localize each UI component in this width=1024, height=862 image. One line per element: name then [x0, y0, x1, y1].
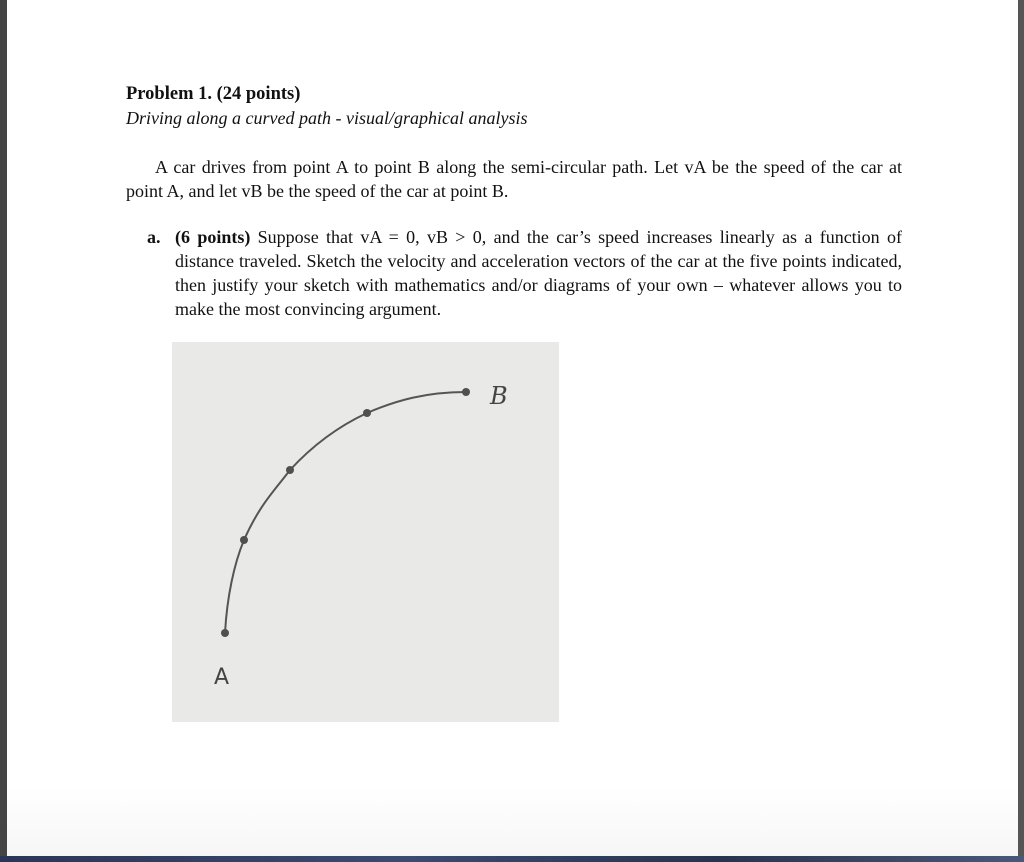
- path-point-b: [462, 388, 470, 396]
- window-border-left: [0, 0, 7, 856]
- part-a-label: a.: [147, 227, 161, 247]
- curved-path: [225, 392, 466, 633]
- part-a: [147, 225, 902, 321]
- path-point-a: [221, 629, 229, 637]
- path-point-3: [286, 466, 294, 474]
- problem-intro: A car drives from point A to point B along the semi-circular path. Let vA be the speed of the car at point A, and let vB be the speed of the car at point B.: [126, 157, 902, 201]
- part-a-points: (6 points): [175, 227, 251, 247]
- path-figure: [172, 342, 559, 722]
- window-border-right: [1018, 0, 1024, 856]
- path-point-2: [240, 536, 248, 544]
- part-a-text: Suppose that vA = 0, vB > 0, and the car’s speed increases linearly as a function of distance traveled. Sketch the velocity and acceleration vectors of the car at the five points indicated, then justify your sketch with mathematics and/or diagrams of your own – whatever allows you to make the most convincing argument.: [175, 227, 903, 319]
- label-b: B: [490, 382, 508, 410]
- label-a: A: [214, 665, 230, 690]
- problem-subtitle: Driving along a curved path - visual/graphical analysis: [126, 108, 528, 128]
- problem-title: Problem 1. (24 points): [126, 84, 301, 104]
- path-point-4: [363, 409, 371, 417]
